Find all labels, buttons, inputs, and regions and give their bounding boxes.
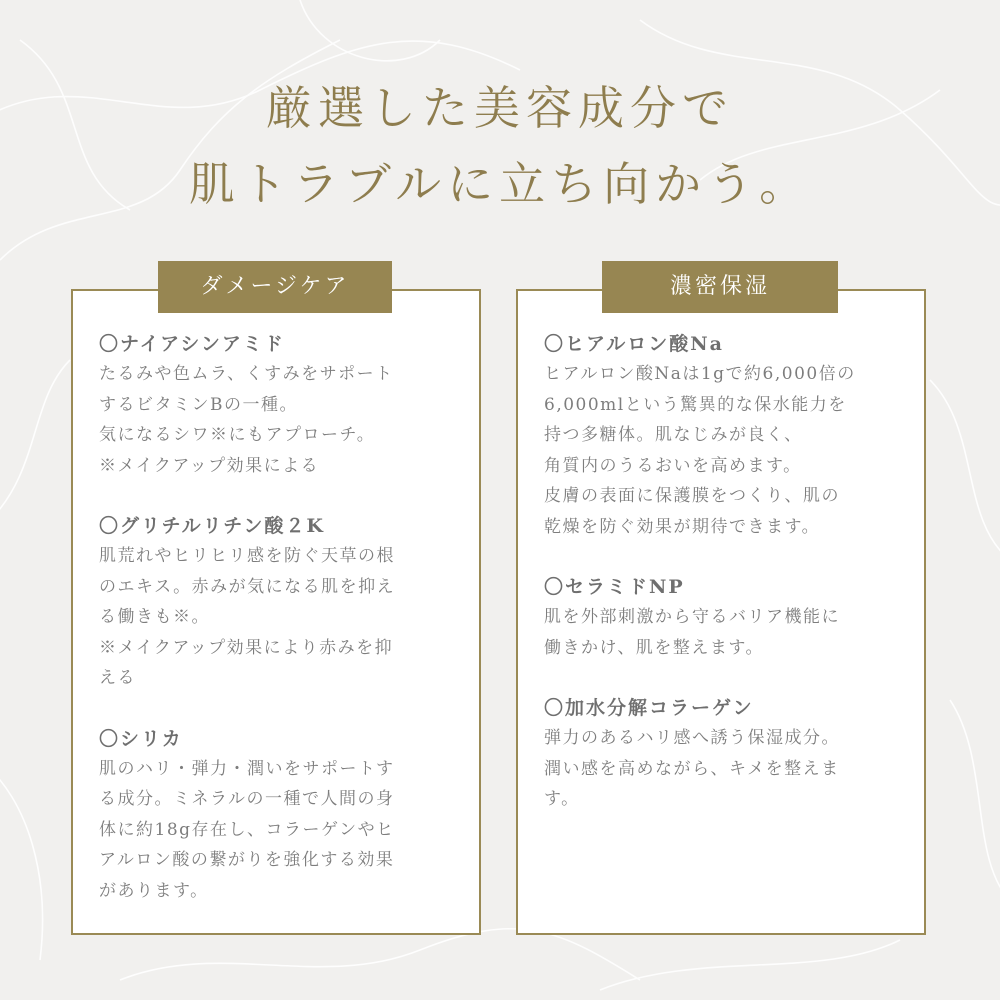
- headline: [0, 70, 1000, 222]
- ingredient-description-line: える: [99, 668, 136, 688]
- ingredient-niacinamide: [99, 329, 465, 481]
- ingredient-description-line: ヒアルロン酸Naは1gで約6,000倍の: [544, 364, 856, 384]
- ingredient-title: 〇シリカ: [99, 727, 183, 750]
- ingredient-hydrolyzed-collagen: [544, 693, 910, 815]
- ingredient-description-line: 肌を外部刺激から守るバリア機能に: [544, 607, 840, 627]
- ingredient-description-line: る働きも※。: [99, 607, 210, 627]
- damage-care-card: [71, 274, 481, 935]
- ingredient-description-line: 持つ多糖体。肌なじみが良く、: [544, 425, 803, 445]
- ingredient-description-line: る成分。ミネラルの一種で人間の身: [99, 789, 395, 809]
- ingredient-silica: [99, 724, 465, 907]
- ingredient-description-line: す。: [544, 789, 580, 809]
- ingredient-title: 〇セラミドNP: [544, 576, 685, 598]
- ingredient-title: 〇グリチルリチン酸２K: [99, 515, 325, 537]
- ingredient-description-line: 肌荒れやヒリヒリ感を防ぐ天草の根: [99, 546, 395, 566]
- ingredient-description-line: ※メイクアップ効果により赤みを抑: [99, 637, 394, 658]
- ingredient-description-line: 肌のハリ・弾力・潤いをサポートす: [99, 758, 395, 779]
- ingredient-description-line: 気になるシワ※にもアプローチ。: [99, 425, 376, 445]
- ingredient-description-line: するビタミンBの一種。: [99, 394, 298, 415]
- headline-line-1: 厳選した美容成分で: [266, 81, 734, 135]
- ingredient-description-line: があります。: [99, 880, 209, 901]
- ingredient-description-line: アルロン酸の繋がりを強化する効果: [99, 850, 395, 870]
- ingredient-description-line: 弾力のあるハリ感へ誘う保湿成分。: [544, 728, 840, 748]
- ingredient-dipotassium-glycyrrhizate: [99, 511, 465, 694]
- ingredient-title: 〇加水分解コラーゲン: [544, 697, 754, 719]
- damage-care-tab-label: ダメージケア: [158, 261, 392, 313]
- ingredient-description-line: 6,000mlという驚異的な保水能力を: [544, 394, 847, 415]
- ingredient-description-line: 潤い感を高めながら、キメを整えま: [544, 758, 840, 779]
- deep-moisture-tab-label: 濃密保湿: [602, 261, 838, 313]
- deep-moisture-card: [516, 274, 926, 935]
- ingredient-description-line: 体に約18g存在し、コラーゲンやヒ: [99, 819, 395, 840]
- headline-line-2: 肌トラブルに立ち向かう。: [188, 157, 812, 211]
- ingredient-description-line: ※メイクアップ効果による: [99, 455, 320, 476]
- ingredient-description-line: 皮膚の表面に保護膜をつくり、肌の: [544, 486, 840, 506]
- ingredient-description-line: 乾燥を防ぐ効果が期待できます。: [544, 516, 821, 537]
- ingredient-description-line: 角質内のうるおいを高めます。: [544, 455, 802, 476]
- ingredient-description-line: のエキス。赤みが気になる肌を抑え: [99, 576, 396, 597]
- ingredient-ceramide-np: [544, 572, 910, 663]
- ingredient-description-line: 働きかけ、肌を整えます。: [544, 637, 764, 658]
- ingredient-title: 〇ヒアルロン酸Na: [544, 333, 724, 355]
- ingredient-title: 〇ナイアシンアミド: [99, 333, 285, 355]
- ingredient-description-line: たるみや色ムラ、くすみをサポート: [99, 364, 394, 384]
- ingredient-sodium-hyaluronate: [544, 329, 910, 542]
